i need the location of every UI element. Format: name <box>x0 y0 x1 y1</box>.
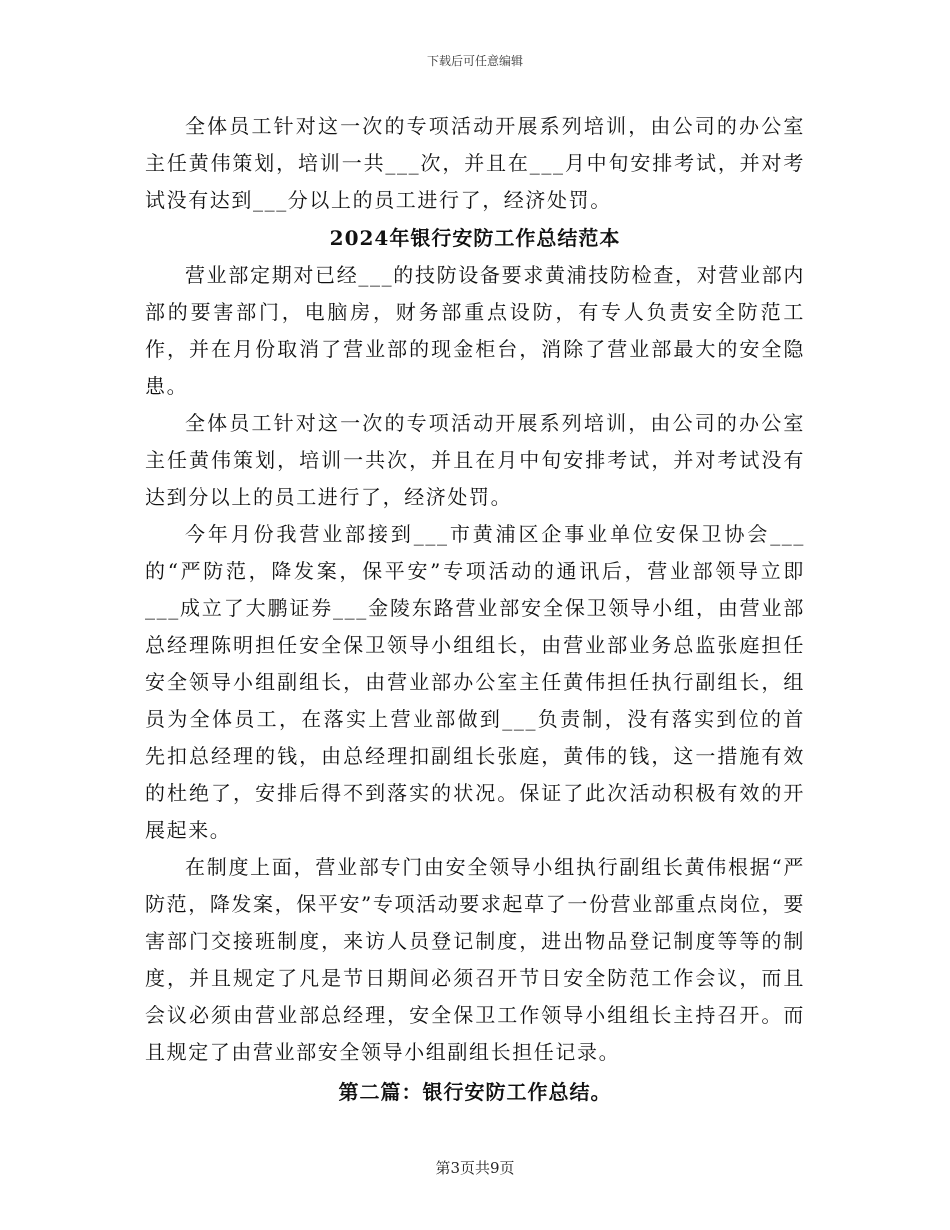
paragraph-training: 全体员工针对这一次的专项活动开展系列培训，由公司的办公室主任黄伟策划，培训一共次，并且在月中旬安排考试，并对考试没有达到分以上的员工进行了，经济处罚。 <box>145 411 805 509</box>
document-body <box>145 108 805 1111</box>
section-title: 2024年银行安防工作总结范本 <box>329 226 621 250</box>
page-header-note: 下载后可任意编辑 <box>426 54 523 68</box>
chapter-two-title: 第二篇：银行安防工作总结。 <box>338 1080 612 1104</box>
paragraph-training-blanks: 全体员工针对这一次的专项活动开展系列培训，由公司的办公室主任黄伟策划，培训一共___次，并且在___月中旬安排考试，并对考试没有达到___分以上的员工进行了，经济处罚。 <box>145 114 805 212</box>
paragraph-equipment-check: 营业部定期对已经___的技防设备要求黄浦技防检查，对营业部内部的要害部门，电脑房，财务部重点设防，有专人负责安全防范工作，并在月份取消了营业部的现金柜台，消除了营业部最大的安全隐患。 <box>145 263 805 398</box>
paragraph-leadership-group: 今年月份我营业部接到___市黄浦区企事业单位安保卫协会___的“严防范，降发案，保平安”专项活动的通讯后，营业部领导立即___成立了大鹏证券___金陵东路营业部安全保卫领导小组，由营业部总经理陈明担任安全保卫领导小组组长，由营业部业务总监张庭担任安全领导小组副组长，由营业部办公室主任黄伟担任执行副组长，组员为全体员工，在落实上营业部做到___负责制，没有落实到位的首先扣总经理的钱，由总经理扣副组长张庭，黄伟的钱，这一措施有效的杜绝了，安排后得不到落实的状况。保证了此次活动积极有效的开展起来。 <box>145 522 805 842</box>
page-number: 第3页共9页 <box>435 1159 515 1177</box>
paragraph-regulations: 在制度上面，营业部专门由安全领导小组执行副组长黄伟根据“严防范，降发案，保平安”专项活动要求起草了一份营业部重点岗位，要害部门交接班制度，来访人员登记制度，进出物品登记制度等等的制度，并且规定了凡是节日期间必须召开节日安全防范工作会议，而且会议必须由营业部总经理，安全保卫工作领导小组组长主持召开。而且规定了由营业部安全领导小组副组长担任记录。 <box>145 855 805 1064</box>
